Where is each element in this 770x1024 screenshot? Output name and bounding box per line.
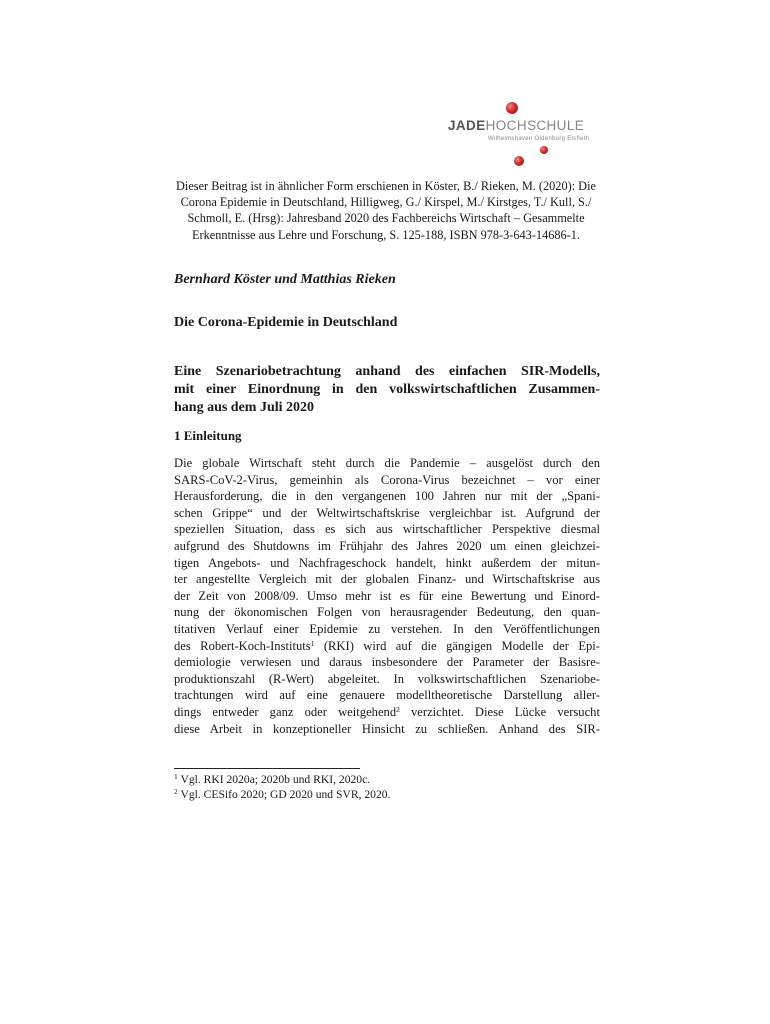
body-line: trachtungen wird auf eine genauere modelltheoretische Darstellung aller-	[174, 688, 600, 703]
body-text-run: dings entweder ganz oder weitgehend	[174, 704, 397, 719]
body-line: diese Arbeit in konzeptioneller Hinsicht zu schließen. Anhand des SIR-	[174, 721, 600, 736]
body-line: tigen Angebots- und Nachfrageschock handelt, hinkt außerdem der mitun-	[174, 555, 600, 570]
footnote-ref: 1	[310, 638, 315, 648]
paper-title: Die Corona-Epidemie in Deutschland	[174, 315, 398, 330]
footnote-ref: 2	[396, 704, 400, 714]
footnote-divider	[174, 768, 360, 769]
subtitle-line: hang aus dem Juli 2020	[174, 400, 315, 415]
logo-dot-icon	[506, 102, 518, 114]
body-line: aufgrund des Shutdowns im Frühjahr des Jahres 2020 um einen gleichzei-	[174, 538, 600, 553]
logo-wordmark-jade: JADE	[448, 118, 486, 133]
authors: Bernhard Köster und Matthias Rieken	[174, 272, 396, 287]
footnote-mark: 2	[174, 787, 178, 796]
section-heading: 1 Einleitung	[174, 428, 242, 443]
body-text-run: des Robert-Koch-Instituts	[174, 638, 311, 653]
subtitle-line: Eine Szenariobetrachtung anhand des einfachen SIR-Modells,	[174, 364, 600, 379]
body-text	[174, 455, 600, 737]
body-line	[174, 638, 600, 655]
body-line: nung der ökonomischen Folgen von herausragender Bedeutung, den quan-	[174, 605, 600, 620]
logo-wordmark	[448, 118, 584, 133]
logo-tagline: Wilhelmshaven Oldenburg Elsfleth	[488, 136, 590, 142]
body-line: SARS-CoV-2-Virus, gemeinhin als Corona-Virus bezeichnet – vor einer	[174, 472, 600, 487]
body-line: ter angestellte Vergleich mit der globalen Finanz- und Wirtschaftskrise aus	[174, 572, 600, 587]
body-line: Die globale Wirtschaft steht durch die Pandemie – ausgelöst durch den	[174, 456, 600, 470]
body-line: demiologie verwiesen und daraus insbesondere der Parameter der Basisre-	[174, 655, 600, 670]
logo-dot-icon	[514, 156, 524, 166]
logo-dot-icon	[540, 146, 548, 154]
footnote	[174, 772, 390, 787]
footnote-text: Vgl. RKI 2020a; 2020b und RKI, 2020c.	[180, 773, 371, 786]
subtitle-line: mit einer Einordnung in den volkswirtschaftlichen Zusammen-	[174, 382, 600, 397]
body-line	[174, 704, 600, 721]
body-text-run: (RKI) wird auf die gängigen Modelle der Epi-	[314, 638, 600, 653]
body-line: speziellen Situation, dass es sich aus wirtschaftlicher Perspektive diesmal	[174, 522, 600, 537]
body-line: produktionszahl (R-Wert) abgeleitet. In volkswirtschaftlichen Szenariobe-	[174, 671, 600, 686]
body-line: der Zeit von 2008/09. Umso mehr ist es für eine Bewertung und Einord-	[174, 588, 600, 603]
paper-subtitle	[174, 363, 600, 417]
footnote	[174, 787, 390, 802]
body-line: titativen Verlauf einer Epidemie zu verstehen. In den Veröffentlichungen	[174, 621, 600, 636]
jade-hochschule-logo	[440, 96, 610, 168]
publication-note: Dieser Beitrag ist in ähnlicher Form erschienen in Köster, B./ Rieken, M. (2020): Die Corona Epidemie in Deutschland, Hilligweg, G./ Kirspel, M./ Kirstges, T./ Kull, S./ Schmoll, E. (Hrsg): Jahresband 2020 des Fachbereichs Wirtschaft – Gesammelte Erkenntnisse aus Lehre und Forschung, S. 125-188, ISBN 978-3-643-14686-1.	[176, 179, 596, 242]
body-text-run: verzichtet. Diese Lücke versucht	[399, 704, 600, 719]
footnotes	[174, 772, 390, 802]
body-line: Herausforderung, die in den vergangenen 100 Jahren nur mit der „Spani-	[174, 489, 600, 504]
logo-wordmark-hochschule: HOCHSCHULE	[485, 118, 585, 133]
footnote-mark: 1	[174, 772, 178, 781]
footnote-text: Vgl. CESifo 2020; GD 2020 und SVR, 2020.	[180, 788, 391, 801]
body-line: schen Grippe“ und der Weltwirtschaftskrise vergleichbar ist. Aufgrund der	[174, 505, 600, 520]
